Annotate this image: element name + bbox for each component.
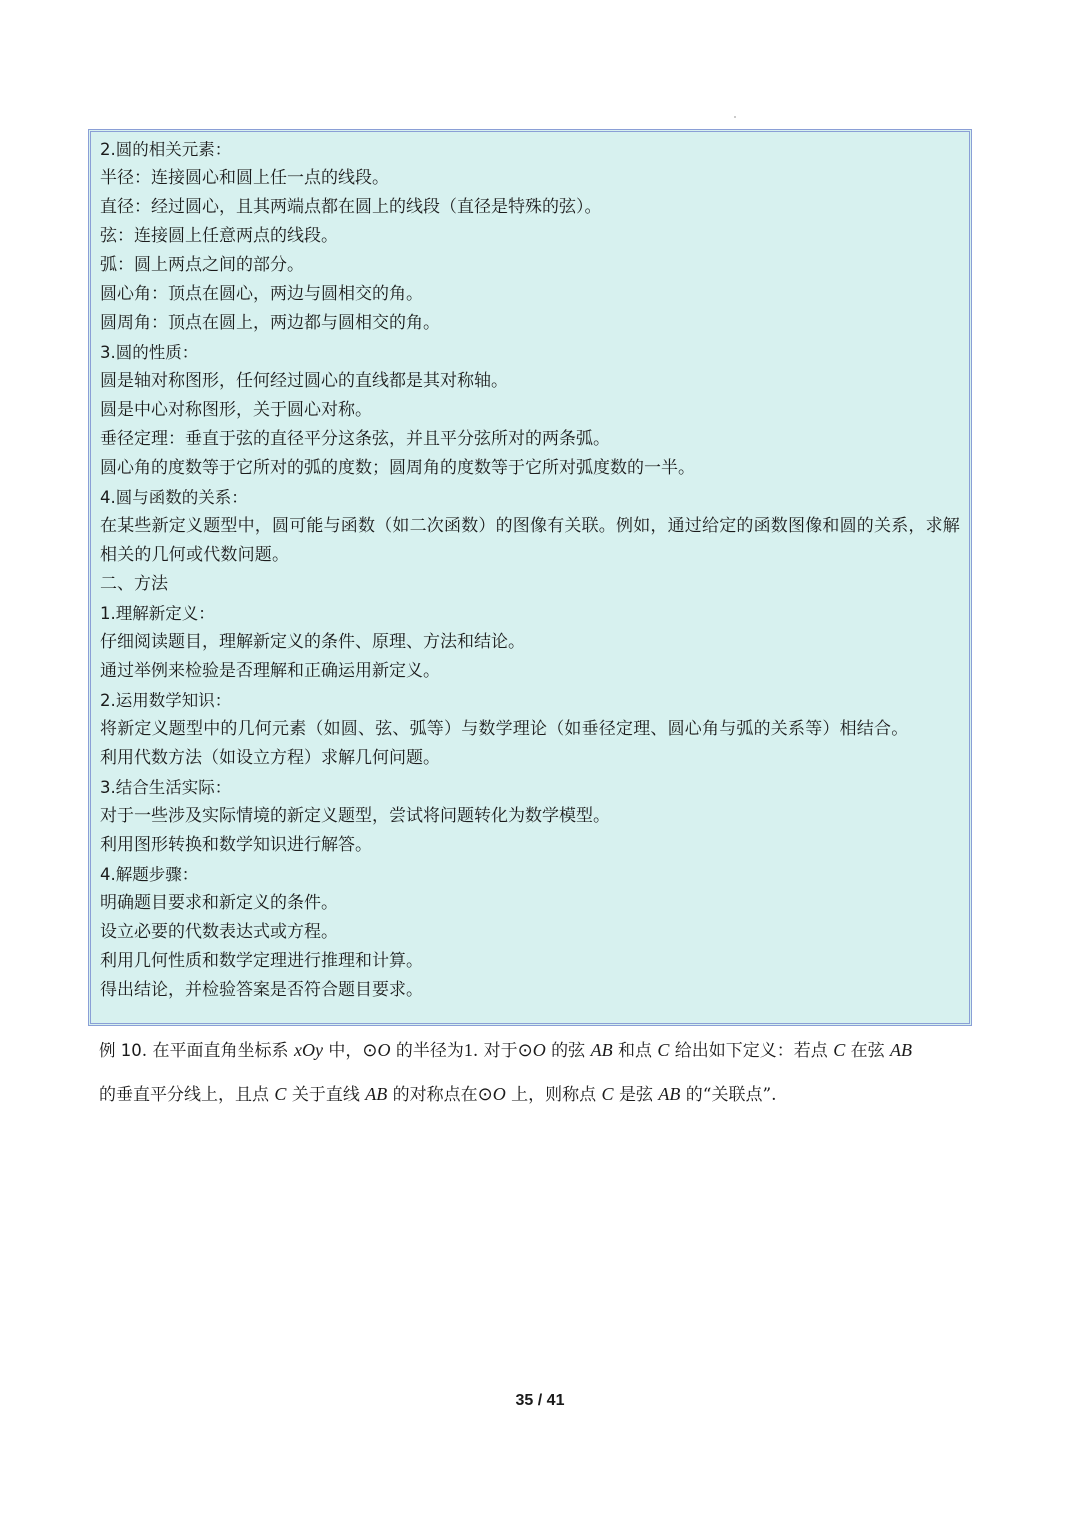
math-symbol: O — [377, 1040, 391, 1060]
text-segment: 的半径为 — [390, 1041, 464, 1061]
content-line: 将新定义题型中的几何元素（如圆、弦、弧等）与数学理论（如垂径定理、圆心角与弧的关系等）相结合。 — [100, 719, 909, 739]
content-line: 在某些新定义题型中，圆可能与函数（如二次函数）的图像有关联。例如，通过给定的函数图像和圆的关系，求解相关的几何或代数问题。 — [100, 516, 960, 565]
content-line: 对于一些涉及实际情境的新定义题型，尝试将问题转化为数学模型。 — [100, 806, 610, 826]
section-heading: 3.圆的性质： — [100, 343, 199, 362]
content-line: 圆周角：顶点在圆上，两边都与圆相交的角。 — [100, 313, 440, 333]
page-number: 35 / 41 — [515, 1392, 565, 1409]
text-segment: 和点 — [612, 1041, 658, 1061]
content-line: 圆是中心对称图形，关于圆心对称。 — [100, 400, 372, 420]
text-segment: . 在平面直角坐标系 — [141, 1041, 294, 1061]
section-heading: 2.圆的相关元素： — [100, 140, 232, 159]
math-symbol: ⊙ — [362, 1040, 378, 1060]
content-line: 圆是轴对称图形，任何经过圆心的直线都是其对称轴。 — [100, 371, 508, 391]
text-segment: 的垂直平分线上，且点 — [99, 1085, 275, 1105]
example-line-2 — [99, 1080, 984, 1110]
math-symbol: C — [833, 1040, 846, 1060]
content-line: 圆心角：顶点在圆心，两边与圆相交的角。 — [100, 284, 423, 304]
math-symbol: O — [492, 1084, 506, 1104]
math-symbol: ⊙ — [517, 1040, 533, 1060]
text-segment: 在弦 — [845, 1041, 891, 1061]
content-line: 得出结论，并检验答案是否符合题目要求。 — [100, 980, 423, 1000]
math-symbol: xOy — [293, 1040, 323, 1060]
content-line: 弦：连接圆上任意两点的线段。 — [100, 226, 338, 246]
section-heading: 1.理解新定义： — [100, 604, 215, 623]
content-line: 利用代数方法（如设立方程）求解几何问题。 — [100, 748, 440, 768]
content-line: 弧：圆上两点之间的部分。 — [100, 255, 304, 275]
math-symbol: AB — [890, 1040, 913, 1060]
scan-dot — [734, 116, 736, 118]
section-heading: 4.圆与函数的关系： — [100, 488, 248, 507]
math-symbol: ⊙ — [477, 1084, 493, 1104]
math-symbol: AB — [365, 1084, 388, 1104]
example-10 — [99, 1036, 984, 1110]
section-heading: 4.解题步骤： — [100, 865, 199, 884]
math-symbol: C — [274, 1084, 287, 1104]
text-segment: 的“关联点”. — [680, 1085, 777, 1105]
math-symbol: C — [657, 1040, 670, 1060]
math-symbol: C — [601, 1084, 614, 1104]
content-line: 通过举例来检验是否理解和正确运用新定义。 — [100, 661, 440, 681]
math-symbol: 1 — [463, 1040, 473, 1060]
text-segment: . 对于 — [472, 1041, 518, 1061]
content-line: 半径：连接圆心和圆上任一点的线段。 — [100, 168, 389, 188]
content-line: 直径：经过圆心，且其两端点都在圆上的线段（直径是特殊的弦）。 — [100, 197, 602, 217]
text-segment: 上，则称点 — [505, 1085, 602, 1105]
text-segment: 关于直线 — [286, 1085, 366, 1105]
text-segment: 的弦 — [545, 1041, 591, 1061]
content-line: 利用图形转换和数学知识进行解答。 — [100, 835, 372, 855]
text-segment: 中， — [322, 1041, 363, 1061]
math-symbol: O — [532, 1040, 546, 1060]
math-symbol: AB — [658, 1084, 681, 1104]
example-label: 例 10 — [99, 1041, 142, 1060]
content-line: 仔细阅读题目，理解新定义的条件、原理、方法和结论。 — [100, 632, 525, 652]
math-symbol: AB — [590, 1040, 613, 1060]
text-segment: 的对称点在 — [387, 1085, 478, 1105]
content-line: 圆心角的度数等于它所对的弧的度数；圆周角的度数等于它所对弧度数的一半。 — [100, 458, 695, 478]
text-segment: 给出如下定义：若点 — [669, 1041, 834, 1061]
example-line-1 — [99, 1036, 984, 1066]
section-heading: 2.运用数学知识： — [100, 691, 232, 710]
text-segment: 是弦 — [613, 1085, 659, 1105]
section-heading: 3.结合生活实际： — [100, 778, 232, 797]
content-line: 垂径定理：垂直于弦的直径平分这条弦，并且平分弦所对的两条弧。 — [100, 429, 610, 449]
content-line: 利用几何性质和数学定理进行推理和计算。 — [100, 951, 423, 971]
content-line: 二、方法 — [100, 574, 168, 594]
content-line: 明确题目要求和新定义的条件。 — [100, 893, 338, 913]
content-line: 设立必要的代数表达式或方程。 — [100, 922, 338, 942]
knowledge-summary-box — [88, 129, 972, 1026]
